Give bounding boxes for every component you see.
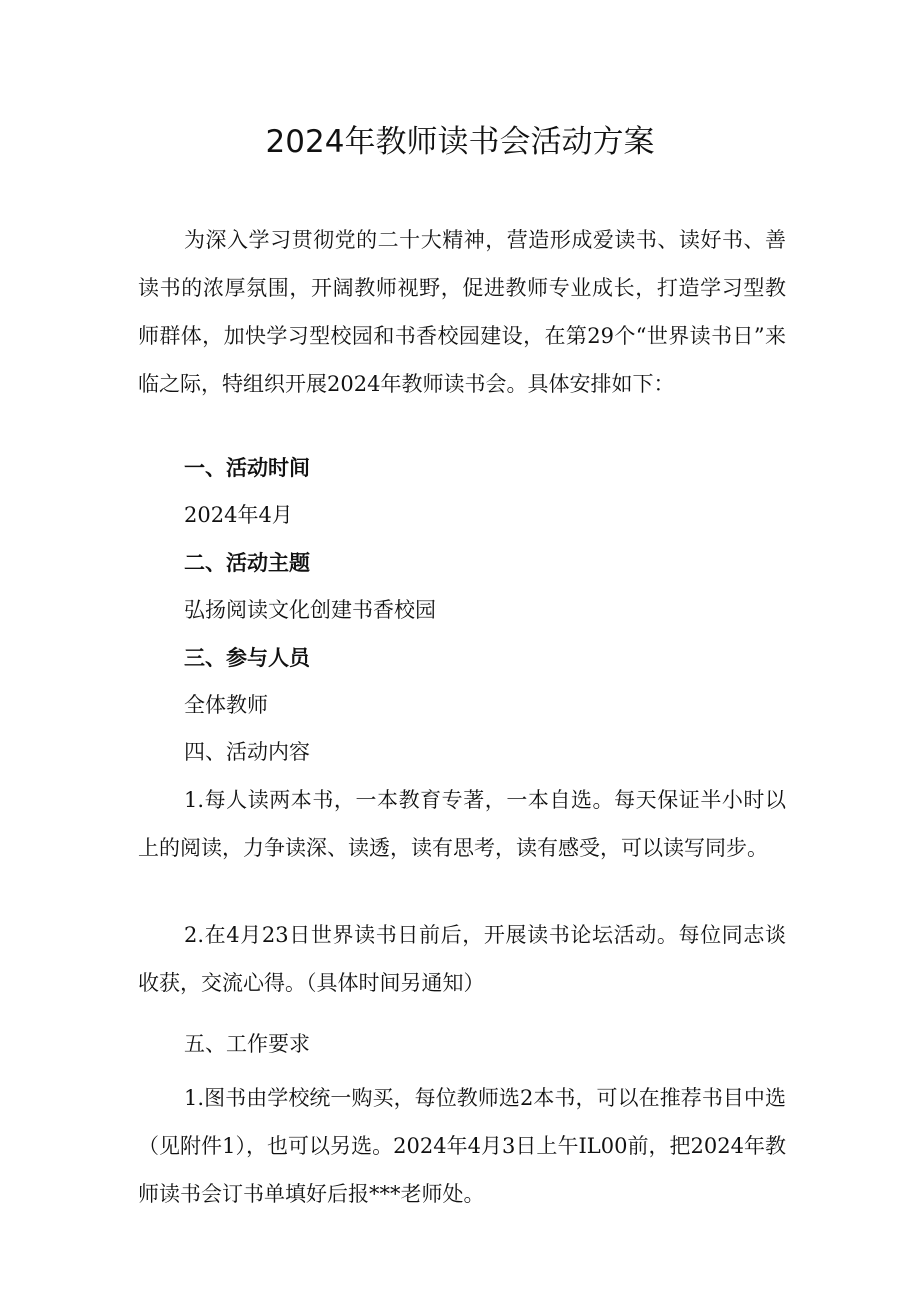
section1-content: 2024年4月 <box>184 503 293 527</box>
document-title: 2024年教师读书会活动方案 <box>265 124 655 160</box>
section4-item-1: 1.每人读两本书，一本教育专著，一本自选。每天保证半小时以上的阅读，力争读深、读透，读有思考，读有感受，可以读写同步。 <box>138 788 786 860</box>
section3-heading: 三、参与人员 <box>184 646 310 670</box>
intro-paragraph: 为深入学习贯彻党的二十大精神，营造形成爱读书、读好书、善读书的浓厚氛围，开阔教师视野，促进教师专业成长，打造学习型教师群体，加快学习型校园和书香校园建设，在第29个“世界读书日”来临之际，特组织开展2024年教师读书会。具体安排如下： <box>138 228 786 396</box>
section5-heading: 五、工作要求 <box>184 1032 310 1056</box>
section5-item-1: 1.图书由学校统一购买，每位教师选2本书，可以在推荐书目中选（见附件1），也可以另选。2024年4月3日上午IL00前，把2024年教师读书会订书单填好后报***老师处。 <box>138 1086 786 1206</box>
section2-content: 弘扬阅读文化创建书香校园 <box>184 598 436 622</box>
section1-heading: 一、活动时间 <box>184 456 310 480</box>
section4-item-2: 2.在4月23日世界读书日前后，开展读书论坛活动。每位同志谈收获，交流心得。（具体时间另通知） <box>138 923 786 995</box>
section3-content: 全体教师 <box>184 693 268 717</box>
section4-heading: 四、活动内容 <box>184 740 310 764</box>
section2-heading: 二、活动主题 <box>184 551 310 575</box>
